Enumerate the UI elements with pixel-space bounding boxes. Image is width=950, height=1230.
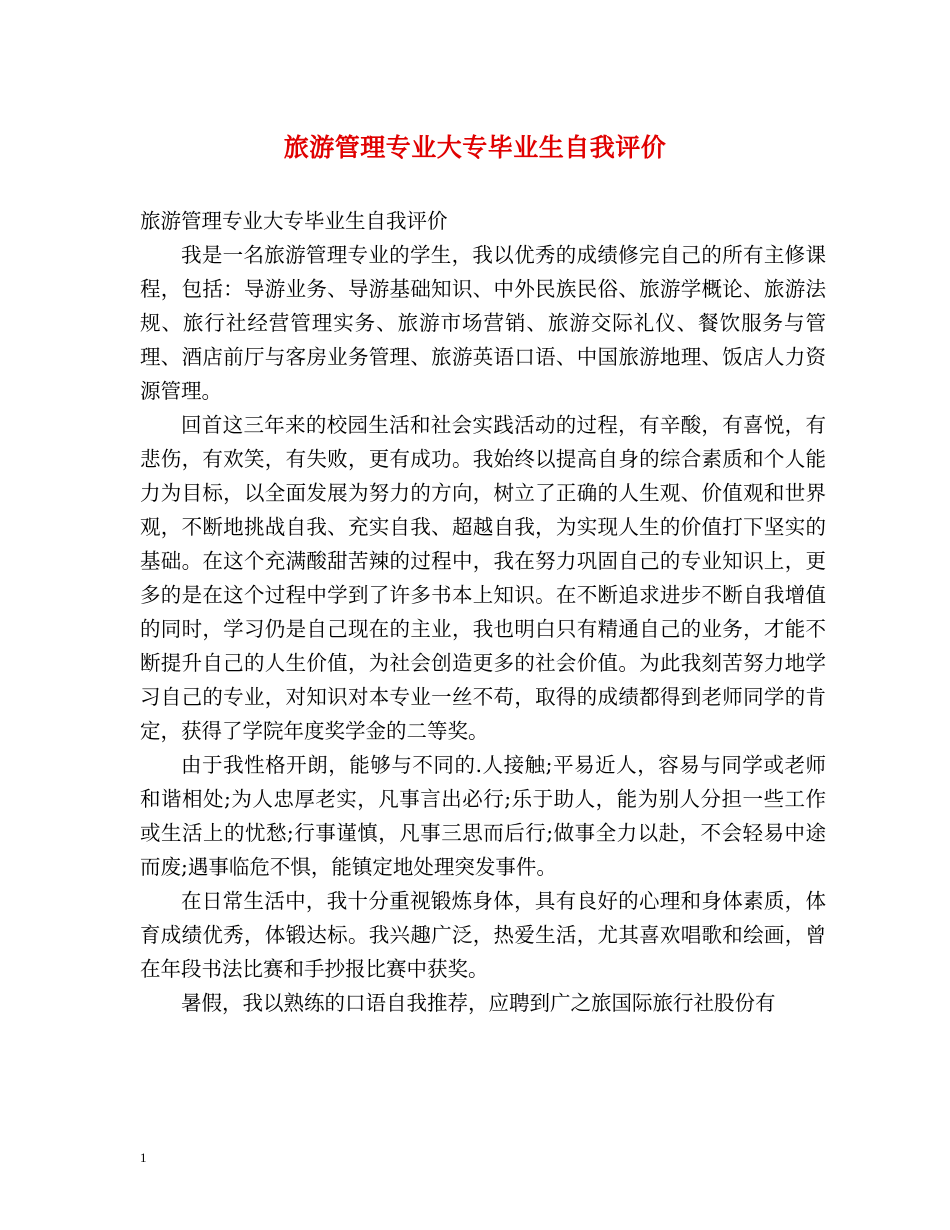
page-number: 1 [140,1150,147,1165]
paragraph-summer: 暑假，我以熟练的口语自我推荐，应聘到广之旅国际旅行社股份有 [181,991,776,1015]
document-body [140,204,826,1020]
document-title: 旅游管理专业大专毕业生自我评价 [283,133,667,162]
paragraph-personality: 由于我性格开朗，能够与不同的.人接触;平易近人，容易与同学或老师和谐相处;为人忠厚老实，凡事言出必行;乐于助人，能为别人分担一些工作或生活上的忧愁;行事谨慎，凡事三思而后行;做事全力以赴，不会轻易中途而废;遇事临危不惧，能镇定地处理突发事件。 [140,753,826,879]
paragraph-courses: 我是一名旅游管理专业的学生，我以优秀的成绩修完自己的所有主修课程，包括：导游业务、导游基础知识、中外民族民俗、旅游学概论、旅游法规、旅行社经营管理实务、旅游市场营销、旅游交际礼仪、餐饮服务与管理、酒店前厅与客房业务管理、旅游英语口语、中国旅游地理、饭店人力资源管理。 [140,243,826,403]
document-subtitle: 旅游管理专业大专毕业生自我评价 [140,209,448,233]
paragraph-daily-life: 在日常生活中，我十分重视锻炼身体，具有良好的心理和身体素质，体育成绩优秀，体锻达标。我兴趣广泛，热爱生活，尤其喜欢唱歌和绘画，曾在年段书法比赛和手抄报比赛中获奖。 [140,889,826,981]
paragraph-review: 回首这三年来的校园生活和社会实践活动的过程，有辛酸，有喜悦，有悲伤，有欢笑，有失败，更有成功。我始终以提高自身的综合素质和个人能力为目标，以全面发展为努力的方向，树立了正确的人生观、价值观和世界观，不断地挑战自我、充实自我、超越自我，为实现人生的价值打下坚实的基础。在这个充满酸甜苦辣的过程中，我在努力巩固自己的专业知识上，更多的是在这个过程中学到了许多书本上知识。在不断追求进步不断自我增值的同时，学习仍是自己现在的主业，我也明白只有精通自己的业务，才能不断提升自己的人生价值，为社会创造更多的社会价值。为此我刻苦努力地学习自己的专业，对知识对本专业一丝不苟，取得的成绩都得到老师同学的肯定，获得了学院年度奖学金的二等奖。 [140,413,826,743]
